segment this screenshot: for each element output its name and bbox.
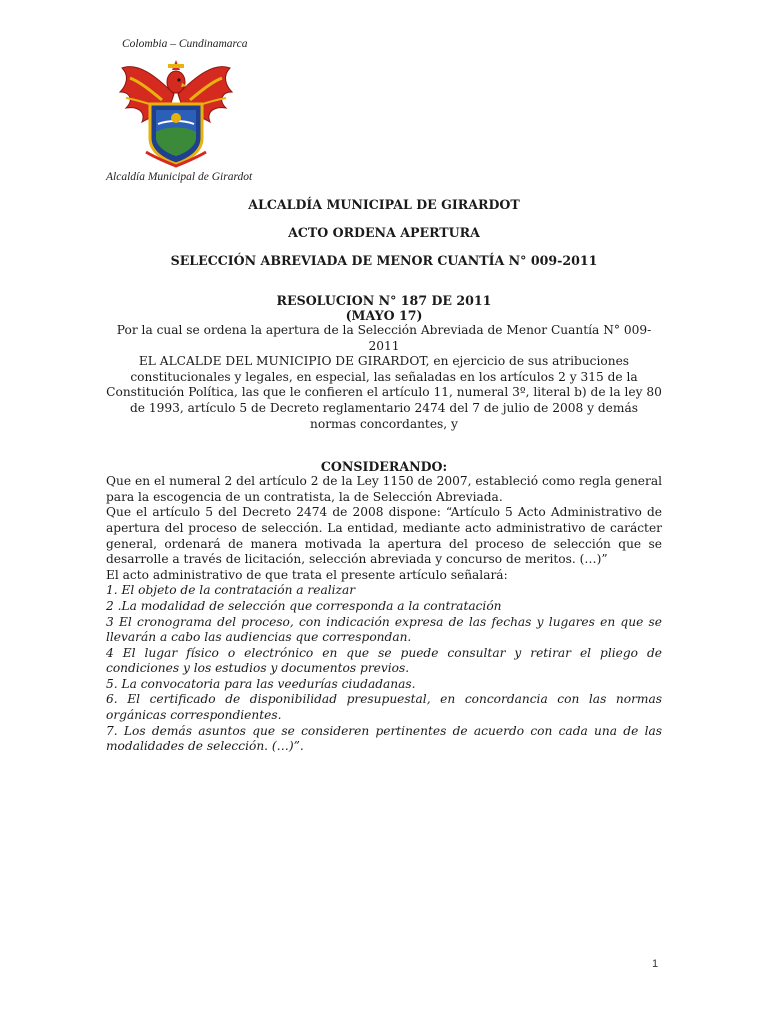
- title-alcaldia: ALCALDÍA MUNICIPAL DE GIRARDOT: [248, 197, 520, 212]
- header-country: Colombia – Cundinamarca: [122, 38, 248, 50]
- title-resolucion: RESOLUCION N° 187 DE 2011: [276, 293, 492, 308]
- title-acto: ACTO ORDENA APERTURA: [288, 225, 480, 240]
- document-body: [106, 197, 662, 755]
- header-office: Alcaldía Municipal de Girardot: [106, 171, 253, 183]
- list-item-1: 1. El objeto de la contratación a realizar: [106, 583, 356, 598]
- title-seleccion: SELECCIÓN ABREVIADA DE MENOR CUANTÍA N° 009-2011: [170, 253, 598, 268]
- paragraph-2: Que el artículo 5 del Decreto 2474 de 2008 dispone: “Artículo 5 Acto Administrativo de apertura del proceso de selección. La entidad, mediante acto administrativo de carácter general, ordenará de manera motivada la apertura del proceso de selección que se desarrolle a través de licitación, selección abreviada y concurso de meritos. (…)”: [106, 505, 662, 567]
- municipal-crest-icon: [116, 56, 236, 170]
- alcalde-paragraph: EL ALCALDE DEL MUNICIPIO DE GIRARDOT, en ejercicio de sus atribuciones constitucionales y legales, en especial, las señaladas en los artículos 2 y 315 de la Constitución Política, las que le confieren el artículo 11, numeral 3º, literal b) de la ley 80 de 1993, artículo 5 de Decreto reglamentario 2474 del 7 de julio de 2008 y demás normas concordantes, y: [106, 354, 662, 431]
- list-item-6: 6. El certificado de disponibilidad presupuestal, en concordancia con las normas orgánicas correspondientes.: [106, 692, 662, 723]
- list-item-2: 2 .La modalidad de selección que corresponda a la contratación: [106, 598, 502, 613]
- paragraph-3: El acto administrativo de que trata el presente artículo señalará:: [106, 567, 508, 582]
- list-item-7: 7. Los demás asuntos que se consideren pertinentes de acuerdo con cada una de las modalidades de selección. (…)”.: [106, 723, 662, 754]
- list-item-3: 3 El cronograma del proceso, con indicación expresa de las fechas y lugares en que se llevarán a cabo las audiencias que correspondan.: [106, 614, 662, 645]
- list-item-4: 4 El lugar físico o electrónico en que se puede consultar y retirar el pliego de condiciones y los estudios y documentos previos.: [106, 645, 662, 676]
- paragraph-1: Que en el numeral 2 del artículo 2 de la Ley 1150 de 2007, estableció como regla general para la escogencia de un contratista, la de Selección Abreviada.: [106, 474, 662, 504]
- title-fecha: (MAYO 17): [345, 308, 423, 323]
- considerando-heading: CONSIDERANDO:: [320, 459, 448, 475]
- list-item-5: 5. La convocatoria para las veedurías ciudadanas.: [106, 676, 416, 691]
- intro-text: Por la cual se ordena la apertura de la Selección Abreviada de Menor Cuantía N° 009-2011: [116, 323, 652, 353]
- page-number: 1: [652, 958, 659, 970]
